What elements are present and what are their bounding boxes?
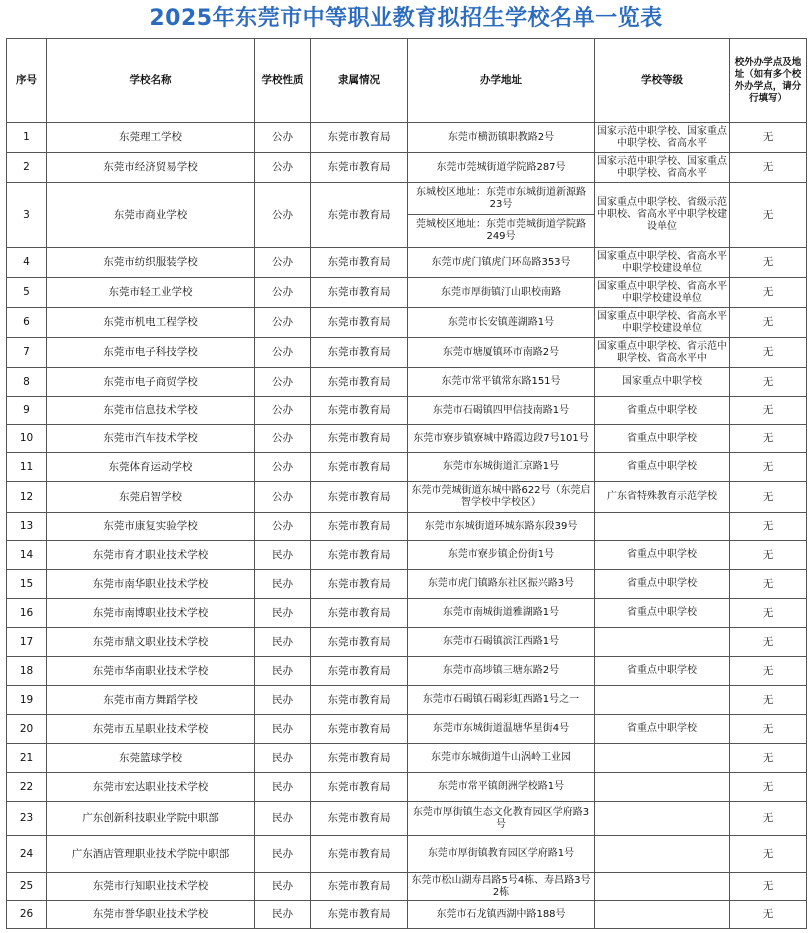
cell-nature: 民办 [255, 570, 311, 599]
address-campus-guancheng: 莞城校区地址：东莞市莞城街道学院路249号 [416, 219, 586, 242]
cell-affiliation: 东莞市教育局 [311, 802, 408, 836]
table-row [7, 278, 807, 308]
cell-no: 4 [7, 248, 47, 278]
cell-nature: 民办 [255, 599, 311, 628]
cell-offsite: 无 [730, 773, 807, 802]
cell-address: 东莞市莞城街道东城中路622号（东莞启智学校中学校区） [408, 482, 595, 513]
table-row [7, 628, 807, 657]
cell-affiliation: 东莞市教育局 [311, 368, 408, 397]
cell-offsite: 无 [730, 248, 807, 278]
cell-address: 东莞市东城街道环城东路东段39号 [408, 513, 595, 541]
table-row [7, 123, 807, 153]
cell-level: 国家示范中职学校、国家重点中职学校、省高水平 [595, 153, 730, 183]
cell-affiliation: 东莞市教育局 [311, 657, 408, 686]
cell-nature: 民办 [255, 802, 311, 836]
cell-school-name: 东莞市商业学校 [47, 183, 255, 248]
cell-affiliation: 东莞市教育局 [311, 278, 408, 308]
cell-nature: 公办 [255, 368, 311, 397]
cell-school-name: 东莞市南方舞蹈学校 [47, 686, 255, 715]
cell-offsite: 无 [730, 541, 807, 570]
cell-no: 19 [7, 686, 47, 715]
cell-nature: 公办 [255, 153, 311, 183]
cell-affiliation: 东莞市教育局 [311, 715, 408, 744]
cell-level [595, 744, 730, 773]
cell-level [595, 628, 730, 657]
cell-offsite: 无 [730, 308, 807, 338]
cell-affiliation: 东莞市教育局 [311, 836, 408, 873]
cell-nature: 公办 [255, 308, 311, 338]
cell-affiliation: 东莞市教育局 [311, 570, 408, 599]
table-row [7, 802, 807, 836]
cell-no: 15 [7, 570, 47, 599]
cell-offsite: 无 [730, 570, 807, 599]
cell-level: 省重点中职学校 [595, 397, 730, 425]
cell-affiliation: 东莞市教育局 [311, 338, 408, 368]
cell-address: 东莞市东城街道牛山涡岭工业园 [408, 744, 595, 773]
table-row [7, 715, 807, 744]
cell-affiliation: 东莞市教育局 [311, 248, 408, 278]
cell-school-name: 东莞市机电工程学校 [47, 308, 255, 338]
cell-address: 东莞市东城街道汇京路1号 [408, 453, 595, 482]
cell-address: 东莞市莞城街道学院路287号 [408, 153, 595, 183]
cell-address: 东莞市塘厦镇环市南路2号 [408, 338, 595, 368]
cell-nature: 民办 [255, 686, 311, 715]
cell-address: 东莞市石碣镇滨江西路1号 [408, 628, 595, 657]
header-level: 学校等级 [595, 39, 730, 123]
cell-address: 东莞市虎门镇虎门环岛路353号 [408, 248, 595, 278]
cell-offsite: 无 [730, 425, 807, 453]
cell-school-name: 东莞市华南职业技术学校 [47, 657, 255, 686]
cell-offsite: 无 [730, 453, 807, 482]
cell-nature: 公办 [255, 513, 311, 541]
cell-school-name: 东莞市南博职业技术学校 [47, 599, 255, 628]
cell-nature: 公办 [255, 397, 311, 425]
cell-level: 国家重点中职学校、省示范中职学校、省高水平中 [595, 338, 730, 368]
table-row [7, 901, 807, 929]
cell-affiliation: 东莞市教育局 [311, 397, 408, 425]
cell-offsite: 无 [730, 836, 807, 873]
table-row [7, 836, 807, 873]
cell-offsite: 无 [730, 715, 807, 744]
table-row [7, 368, 807, 397]
cell-address: 东莞市寮步镇企份街1号 [408, 541, 595, 570]
cell-level: 省重点中职学校 [595, 657, 730, 686]
cell-school-name: 东莞启智学校 [47, 482, 255, 513]
cell-offsite: 无 [730, 338, 807, 368]
cell-level [595, 802, 730, 836]
cell-school-name: 东莞市纺织服装学校 [47, 248, 255, 278]
cell-offsite: 无 [730, 599, 807, 628]
header-nature: 学校性质 [255, 39, 311, 123]
cell-address: 东莞市厚街镇教育园区学府路1号 [408, 836, 595, 873]
cell-level: 省重点中职学校 [595, 599, 730, 628]
cell-offsite: 无 [730, 802, 807, 836]
cell-offsite: 无 [730, 397, 807, 425]
cell-no: 14 [7, 541, 47, 570]
cell-no: 12 [7, 482, 47, 513]
cell-address: 东莞市厚街镇生态文化教育园区学府路3号 [408, 802, 595, 836]
cell-level [595, 686, 730, 715]
table-row [7, 773, 807, 802]
cell-nature: 公办 [255, 482, 311, 513]
cell-nature: 公办 [255, 123, 311, 153]
cell-nature: 公办 [255, 338, 311, 368]
cell-no: 13 [7, 513, 47, 541]
cell-address: 东莞市石龙镇西湖中路188号 [408, 901, 595, 929]
cell-level [595, 836, 730, 873]
cell-nature: 公办 [255, 453, 311, 482]
cell-no: 24 [7, 836, 47, 873]
cell-affiliation: 东莞市教育局 [311, 873, 408, 901]
cell-school-name: 东莞市信息技术学校 [47, 397, 255, 425]
cell-level: 广东省特殊教育示范学校 [595, 482, 730, 513]
cell-address: 东莞市南城街道雅湖路1号 [408, 599, 595, 628]
cell-level: 国家重点中职学校、省高水平中职学校建设单位 [595, 278, 730, 308]
cell-offsite: 无 [730, 278, 807, 308]
cell-level: 国家重点中职学校、省级示范中职校、省高水平中职学校建设单位 [595, 183, 730, 248]
cell-address: 东莞市松山湖寿昌路5号4栋、寿昌路3号2栋 [408, 873, 595, 901]
cell-school-name: 东莞市电子科技学校 [47, 338, 255, 368]
cell-school-name: 东莞市康复实验学校 [47, 513, 255, 541]
cell-school-name: 东莞篮球学校 [47, 744, 255, 773]
cell-affiliation: 东莞市教育局 [311, 513, 408, 541]
table-row [7, 873, 807, 901]
table-row [7, 744, 807, 773]
cell-level: 国家重点中职学校、省高水平中职学校建设单位 [595, 308, 730, 338]
cell-offsite: 无 [730, 657, 807, 686]
cell-nature: 民办 [255, 541, 311, 570]
table-row [7, 570, 807, 599]
cell-school-name: 东莞市五星职业技术学校 [47, 715, 255, 744]
header-no: 序号 [7, 39, 47, 123]
cell-nature: 公办 [255, 278, 311, 308]
header-offsite: 校外办学点及地址（如有多个校外办学点，请分行填写） [730, 39, 807, 123]
cell-offsite: 无 [730, 513, 807, 541]
table-row [7, 453, 807, 482]
cell-no: 20 [7, 715, 47, 744]
cell-nature: 公办 [255, 183, 311, 248]
cell-no: 5 [7, 278, 47, 308]
table-row [7, 183, 807, 248]
cell-no: 23 [7, 802, 47, 836]
cell-no: 1 [7, 123, 47, 153]
cell-level: 国家重点中职学校、省高水平中职学校建设单位 [595, 248, 730, 278]
cell-school-name: 东莞市宏达职业技术学校 [47, 773, 255, 802]
school-table [6, 38, 807, 929]
cell-school-name: 东莞市经济贸易学校 [47, 153, 255, 183]
cell-affiliation: 东莞市教育局 [311, 123, 408, 153]
cell-no: 18 [7, 657, 47, 686]
cell-address: 东莞市常平镇朗洲学校路1号 [408, 773, 595, 802]
cell-no: 21 [7, 744, 47, 773]
cell-offsite: 无 [730, 901, 807, 929]
cell-level: 省重点中职学校 [595, 570, 730, 599]
cell-address: 东莞市石碣镇石碣彩虹西路1号之一 [408, 686, 595, 715]
cell-no: 25 [7, 873, 47, 901]
cell-nature: 公办 [255, 248, 311, 278]
table-header-row [7, 39, 807, 123]
cell-level: 省重点中职学校 [595, 425, 730, 453]
cell-offsite: 无 [730, 123, 807, 153]
cell-address: 东莞市常平镇常东路151号 [408, 368, 595, 397]
table-row [7, 686, 807, 715]
header-affiliation: 隶属情况 [311, 39, 408, 123]
cell-no: 11 [7, 453, 47, 482]
cell-offsite: 无 [730, 686, 807, 715]
cell-affiliation: 东莞市教育局 [311, 599, 408, 628]
cell-affiliation: 东莞市教育局 [311, 482, 408, 513]
table-row [7, 425, 807, 453]
table-row [7, 599, 807, 628]
table-row [7, 482, 807, 513]
cell-no: 10 [7, 425, 47, 453]
cell-address: 东莞市厚街镇汀山职校南路 [408, 278, 595, 308]
cell-level: 省重点中职学校 [595, 541, 730, 570]
cell-no: 22 [7, 773, 47, 802]
cell-school-name: 东莞市汽车技术学校 [47, 425, 255, 453]
cell-affiliation: 东莞市教育局 [311, 425, 408, 453]
cell-affiliation: 东莞市教育局 [311, 308, 408, 338]
cell-no: 26 [7, 901, 47, 929]
cell-school-name: 东莞市南华职业技术学校 [47, 570, 255, 599]
cell-offsite: 无 [730, 628, 807, 657]
table-row [7, 153, 807, 183]
table-body [7, 123, 807, 929]
cell-school-name: 东莞理工学校 [47, 123, 255, 153]
cell-level: 国家示范中职学校、国家重点中职学校、省高水平 [595, 123, 730, 153]
cell-school-name: 东莞市电子商贸学校 [47, 368, 255, 397]
cell-offsite: 无 [730, 744, 807, 773]
cell-affiliation: 东莞市教育局 [311, 153, 408, 183]
cell-no: 7 [7, 338, 47, 368]
cell-nature: 民办 [255, 873, 311, 901]
cell-address [408, 183, 595, 248]
cell-offsite: 无 [730, 153, 807, 183]
cell-address: 东莞市寮步镇寮城中路霞边段7号101号 [408, 425, 595, 453]
cell-no: 16 [7, 599, 47, 628]
table-row [7, 657, 807, 686]
cell-no: 8 [7, 368, 47, 397]
cell-affiliation: 东莞市教育局 [311, 453, 408, 482]
cell-address: 东莞市高埗镇三塘东路2号 [408, 657, 595, 686]
table-row [7, 513, 807, 541]
cell-level: 国家重点中职学校 [595, 368, 730, 397]
cell-nature: 民办 [255, 744, 311, 773]
cell-level: 省重点中职学校 [595, 715, 730, 744]
table-row [7, 541, 807, 570]
cell-nature: 民办 [255, 901, 311, 929]
cell-affiliation: 东莞市教育局 [311, 773, 408, 802]
cell-address: 东莞市长安镇莲湖路1号 [408, 308, 595, 338]
cell-level [595, 513, 730, 541]
cell-affiliation: 东莞市教育局 [311, 686, 408, 715]
cell-school-name: 东莞体育运动学校 [47, 453, 255, 482]
header-address: 办学地址 [408, 39, 595, 123]
cell-nature: 公办 [255, 425, 311, 453]
header-name: 学校名称 [47, 39, 255, 123]
cell-school-name: 东莞市行知职业技术学校 [47, 873, 255, 901]
address-campus-east: 东城校区地址：东莞市东城街道新源路23号 [408, 183, 594, 215]
cell-nature: 民办 [255, 657, 311, 686]
cell-level [595, 773, 730, 802]
cell-school-name: 东莞市誉华职业技术学校 [47, 901, 255, 929]
cell-nature: 民办 [255, 628, 311, 657]
cell-school-name: 东莞市鼎文职业技术学校 [47, 628, 255, 657]
cell-nature: 民办 [255, 836, 311, 873]
cell-affiliation: 东莞市教育局 [311, 744, 408, 773]
cell-affiliation: 东莞市教育局 [311, 628, 408, 657]
cell-offsite: 无 [730, 368, 807, 397]
cell-address: 东莞市东城街道温塘华星街4号 [408, 715, 595, 744]
cell-address: 东莞市横沥镇职教路2号 [408, 123, 595, 153]
cell-level [595, 873, 730, 901]
cell-address: 东莞市虎门镇路东社区振兴路3号 [408, 570, 595, 599]
cell-level [595, 901, 730, 929]
cell-level: 省重点中职学校 [595, 453, 730, 482]
cell-affiliation: 东莞市教育局 [311, 901, 408, 929]
cell-offsite: 无 [730, 482, 807, 513]
cell-nature: 民办 [255, 773, 311, 802]
table-row [7, 248, 807, 278]
cell-no: 17 [7, 628, 47, 657]
cell-no: 9 [7, 397, 47, 425]
cell-affiliation: 东莞市教育局 [311, 541, 408, 570]
cell-offsite: 无 [730, 183, 807, 248]
cell-school-name: 东莞市育才职业技术学校 [47, 541, 255, 570]
cell-offsite: 无 [730, 873, 807, 901]
table-row [7, 338, 807, 368]
cell-no: 2 [7, 153, 47, 183]
cell-no: 3 [7, 183, 47, 248]
cell-affiliation: 东莞市教育局 [311, 183, 408, 248]
cell-school-name: 广东创新科技职业学院中职部 [47, 802, 255, 836]
page-title: 2025年东莞市中等职业教育拟招生学校名单一览表 [149, 6, 663, 31]
table-row [7, 308, 807, 338]
cell-school-name: 东莞市轻工业学校 [47, 278, 255, 308]
cell-no: 6 [7, 308, 47, 338]
table-row [7, 397, 807, 425]
cell-nature: 民办 [255, 715, 311, 744]
cell-school-name: 广东酒店管理职业技术学院中职部 [47, 836, 255, 873]
cell-address: 东莞市石碣镇四甲信技南路1号 [408, 397, 595, 425]
